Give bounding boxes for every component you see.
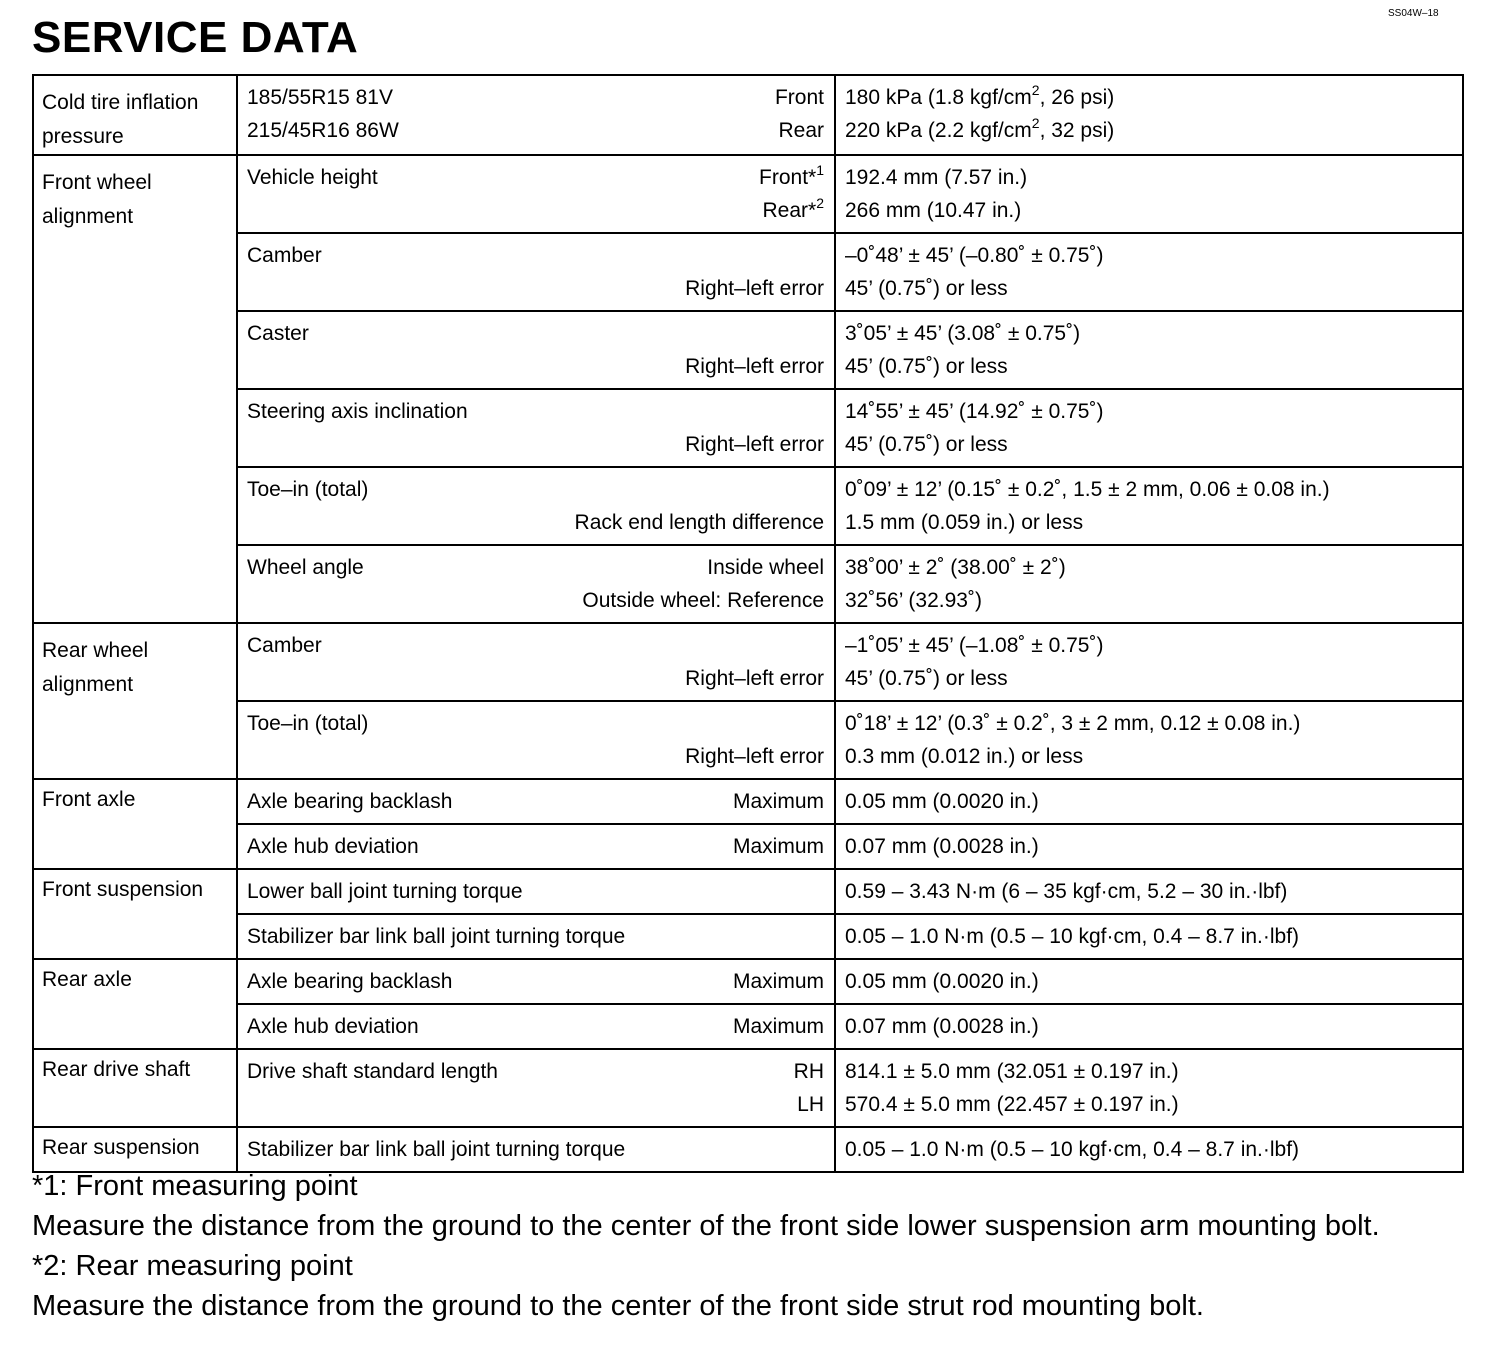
table-row [33, 311, 1463, 389]
item-label: Steering axis inclination [247, 400, 468, 423]
item-label: Drive shaft standard length [247, 1060, 498, 1083]
spec-value: 220 kPa (2.2 kgf/$cm^2$, 32 psi) [845, 115, 1115, 142]
footnote-heading: *2: Rear measuring point [32, 1250, 353, 1282]
group-label: Front suspension [33, 869, 237, 959]
spec-value: 14˚55’ ± 45’ (14.92˚ ± 0.75˚) [845, 400, 1104, 423]
footnote-text: Measure the distance from the ground to the center of the front side lower suspension arm mounting bolt. [32, 1210, 1380, 1242]
group-label: Rear wheel alignment [33, 623, 237, 779]
spec-value: 0.05 mm (0.0020 in.) [845, 970, 1039, 993]
group-label: Front axle [33, 779, 237, 869]
condition-label: Inside wheel [707, 556, 824, 579]
spec-value: 814.1 ± 5.0 mm (32.051 ± 0.197 in.) [845, 1060, 1179, 1083]
table-row [33, 155, 1463, 233]
condition-label: Right–left error [685, 277, 824, 300]
table-row [33, 545, 1463, 623]
spec-value: 0.05 – 1.0 N·m (0.5 – 10 kgf·cm, 0.4 – 8.7 in.·lbf) [845, 1138, 1300, 1161]
condition-label: Right–left error [685, 745, 824, 768]
spec-value: 0.05 – 1.0 N·m (0.5 – 10 kgf·cm, 0.4 – 8.7 in.·lbf) [845, 925, 1300, 948]
spec-value: 0.05 mm (0.0020 in.) [845, 790, 1039, 813]
item-label: Stabilizer bar link ball joint turning torque [247, 925, 626, 948]
condition-label: Front*$^1$ [759, 162, 824, 189]
item-label: 185/55R15 81V [247, 86, 393, 109]
item-label: Vehicle height [247, 166, 378, 189]
condition-label: Rack end length difference [574, 511, 824, 534]
condition-label: Maximum [732, 1015, 824, 1038]
footnote-text: Measure the distance from the ground to the center of the front side strut rod mounting bolt. [32, 1290, 1204, 1322]
item-label: Axle hub deviation [247, 1015, 419, 1038]
item-label: Toe–in (total) [247, 712, 369, 735]
item-label: Axle hub deviation [247, 835, 419, 858]
footnotes [32, 1166, 1492, 1326]
table-row [33, 75, 1463, 155]
spec-value: 45’ (0.75˚) or less [845, 433, 1008, 456]
item-label: Camber [247, 244, 322, 267]
item-label: Caster [247, 322, 309, 345]
spec-value: –0˚48’ ± 45’ (–0.80˚ ± 0.75˚) [845, 244, 1104, 267]
condition-label: Rear [778, 119, 824, 142]
spec-value: 180 kPa (1.8 kgf/$cm^2$, 26 psi) [845, 82, 1115, 109]
spec-value: –1˚05’ ± 45’ (–1.08˚ ± 0.75˚) [845, 634, 1104, 657]
spec-value: 570.4 ± 5.0 mm (22.457 ± 0.197 in.) [845, 1093, 1179, 1116]
group-label: Front wheel alignment [33, 155, 237, 623]
table-row [33, 959, 1463, 1004]
condition-label: Maximum [732, 790, 824, 813]
service-data-table [32, 74, 1464, 1173]
condition-label: Maximum [732, 970, 824, 993]
spec-value: 0.59 – 3.43 N·m (6 – 35 kgf·cm, 5.2 – 30 in.·lbf) [845, 880, 1288, 903]
table-row [33, 824, 1463, 869]
condition-label: Right–left error [685, 667, 824, 690]
table-row [33, 779, 1463, 824]
table-row [33, 869, 1463, 914]
spec-value: 38˚00’ ± 2˚ (38.00˚ ± 2˚) [845, 556, 1066, 579]
table-row [33, 1049, 1463, 1127]
spec-value: 32˚56’ (32.93˚) [845, 589, 982, 612]
group-label: Cold tire inflation pressure [33, 75, 237, 155]
group-label: Rear axle [33, 959, 237, 1049]
spec-value: 192.4 mm (7.57 in.) [845, 166, 1028, 189]
group-label: Rear drive shaft [33, 1049, 237, 1127]
item-label: Axle bearing backlash [247, 790, 453, 813]
table-row [33, 914, 1463, 959]
item-label: 215/45R16 86W [247, 119, 399, 142]
group-label: Rear suspension [33, 1127, 237, 1172]
spec-value: 1.5 mm (0.059 in.) or less [845, 511, 1084, 534]
condition-label: Rear*$^2$ [762, 195, 824, 222]
spec-value: 45’ (0.75˚) or less [845, 277, 1008, 300]
spec-value: 3˚05’ ± 45’ (3.08˚ ± 0.75˚) [845, 322, 1081, 345]
spec-value: 0˚18’ ± 12’ (0.3˚ ± 0.2˚, 3 ± 2 mm, 0.12 ± 0.08 in.) [845, 712, 1301, 735]
condition-label: RH [793, 1060, 824, 1083]
footnote-heading: *1: Front measuring point [32, 1170, 358, 1202]
spec-value: 0.07 mm (0.0028 in.) [845, 835, 1039, 858]
condition-label: Right–left error [685, 433, 824, 456]
condition-label: Front [774, 86, 824, 109]
condition-label: Maximum [732, 835, 824, 858]
item-label: Toe–in (total) [247, 478, 369, 501]
page-title: SERVICE DATA [32, 13, 359, 62]
spec-value: 0˚09’ ± 12’ (0.15˚ ± 0.2˚, 1.5 ± 2 mm, 0.06 ± 0.08 in.) [845, 478, 1330, 501]
condition-label: LH [797, 1093, 824, 1116]
table-row [33, 389, 1463, 467]
table-row [33, 467, 1463, 545]
table-row [33, 1004, 1463, 1049]
item-label: Stabilizer bar link ball joint turning torque [247, 1138, 626, 1161]
condition-label: Outside wheel: Reference [582, 589, 824, 612]
page-code: SS04W–18 [1388, 8, 1439, 19]
spec-value: 45’ (0.75˚) or less [845, 667, 1008, 690]
table-row [33, 233, 1463, 311]
table-row [33, 623, 1463, 701]
spec-value: 266 mm (10.47 in.) [845, 199, 1022, 222]
spec-value: 0.3 mm (0.012 in.) or less [845, 745, 1084, 768]
item-label: Axle bearing backlash [247, 970, 453, 993]
item-label: Lower ball joint turning torque [247, 880, 523, 903]
spec-value: 0.07 mm (0.0028 in.) [845, 1015, 1039, 1038]
item-label: Wheel angle [247, 556, 364, 579]
spec-value: 45’ (0.75˚) or less [845, 355, 1008, 378]
table-row [33, 701, 1463, 779]
condition-label: Right–left error [685, 355, 824, 378]
item-label: Camber [247, 634, 322, 657]
